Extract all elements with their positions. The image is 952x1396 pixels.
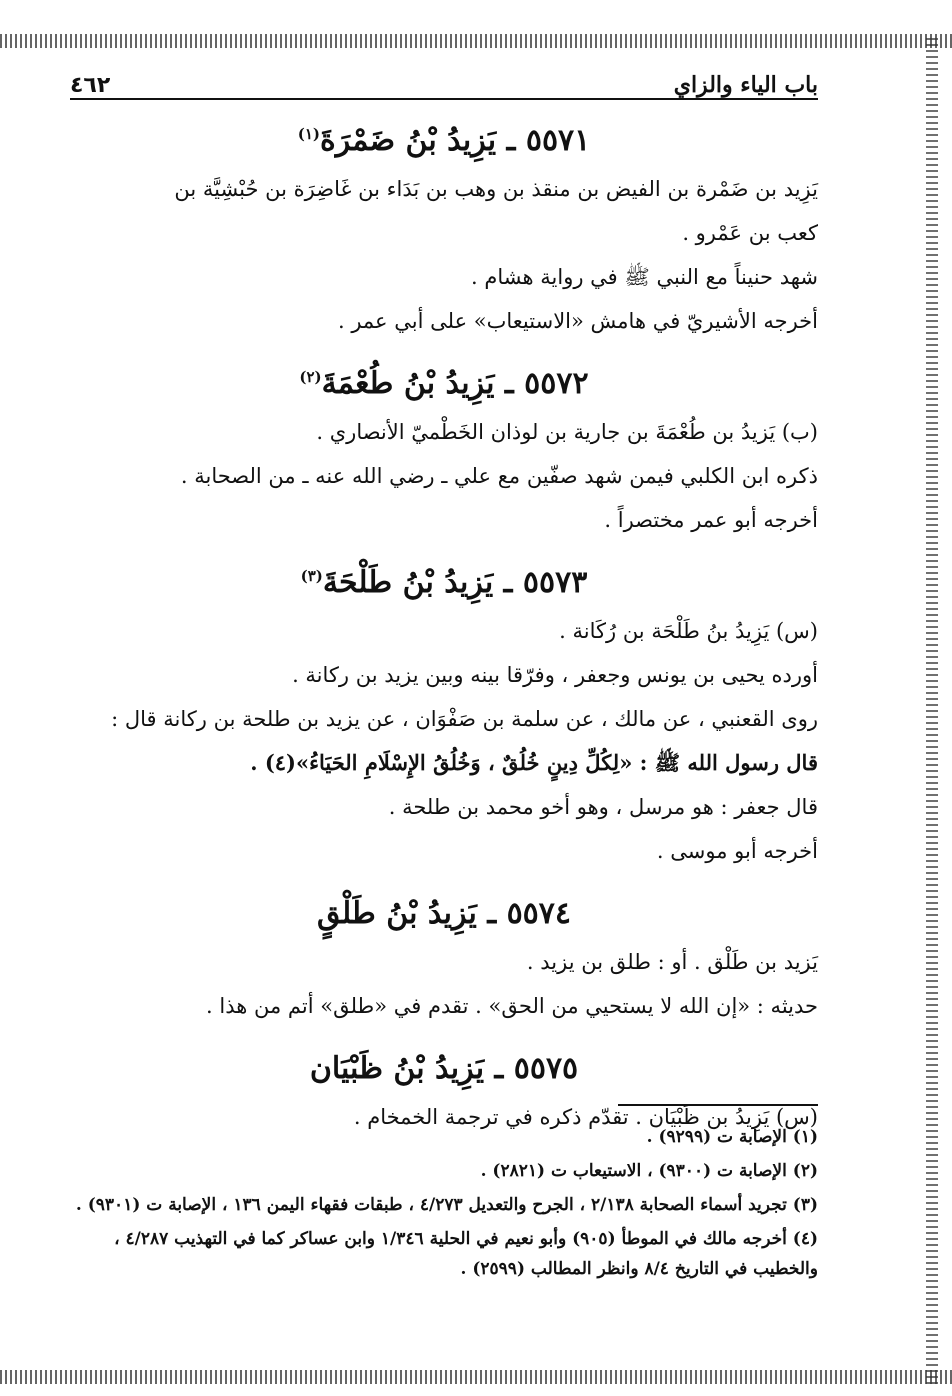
footnote: (١) الإصابة ت (٩٢٩٩) . [646,1127,818,1147]
decorative-border-bottom [0,1370,952,1384]
chapter-title: باب الياء والزاي [673,72,818,98]
entry [70,357,818,542]
entry-line: يَزِيد بن ضَمْرة بن الفيض بن منقذ بن وهب بن بَدَاء بن غَاضِرَة بن حُبْشِيَّة بن [174,177,818,201]
page-number: ٤٦٢ [70,73,111,98]
entry-line: أخرجه أبو عمر مختصراً . [604,508,818,532]
entry-line: (س) يَزِيدُ بنُ طَلْحَة بن رُكَانة . [559,619,818,643]
entry [70,887,818,1028]
entry-title: ٥٥٧٢ ـ يَزِيدُ بْنُ طُعْمَةَ$^{(٢)}$ [299,366,589,401]
footnote-ref: (١) [297,125,320,143]
page-body [70,58,818,1358]
footnote: (٤) أخرجه مالك في الموطأ (٩٠٥) وأبو نعيم في الحلية ١/٣٤٦ وابن عساكر كما في التهذيب ٤/٢٨٧ ، والخطيب في التاريخ ٨/٤ وانظر المطالب (٢٥٩٩) . [114,1229,818,1279]
entry-line: ذكره ابن الكلبي فيمن شهد صفّين مع علي ـ رضي الله عنه ـ من الصحابة . [180,464,818,488]
decorative-border-right [926,34,938,1384]
entry [70,114,818,343]
decorative-border-top [0,34,952,48]
entry-title: ٥٥٧٣ ـ يَزِيدُ بْنُ طَلْحَةَ$^{(٣)}$ [300,565,588,600]
entry-title: ٥٥٧٥ ـ يَزِيدُ بْنُ ظَبْيَان [309,1051,579,1086]
running-header [70,58,818,100]
footnote-ref: (٢) [299,368,322,386]
entry-line: أخرجه أبو موسى . [656,839,818,863]
hadith-line: قال رسول الله ﷺ : «لِكُلِّ دِينٍ خُلُقٌ ، وَخُلُقُ الإِسْلَامِ الحَيَاءُ»(٤) . [250,750,818,775]
entry-line: كعب بن عَمْرو . [682,221,818,245]
entry-line: أخرجه الأشيريّ في هامش «الاستيعاب» على أبي عمر . [337,309,818,333]
entry-line: (ب) يَزيدُ بن طُعْمَةَ بن جارية بن لوذان الخَطْميّ الأنصاري . [316,420,818,444]
footnote: (٢) الإصابة ت (٩٣٠٠) ، الاستيعاب ت (٢٨٢١) . [480,1161,818,1181]
entry-line: قال جعفر : هو مرسل ، وهو أخو محمد بن طلحة . [388,795,818,819]
footnote-separator [618,1104,818,1106]
entry-line: روى القعنبي ، عن مالك ، عن سلمة بن صَفْوَان ، عن يزيد بن طلحة بن ركانة قال : [111,707,818,731]
entry-line: أورده يحيى بن يونس وجعفر ، وفرّقا بينه وبين يزيد بن ركانة . [292,663,818,687]
entry-line: (س) يَزِيدُ بن ظَبْيَان . تقدّم ذكره في ترجمة الخمخام . [353,1105,818,1129]
footnote: (٣) تجريد أسماء الصحابة ٢/١٣٨ ، الجرح والتعديل ٤/٢٧٣ ، طبقات فقهاء اليمن ١٣٦ ، الإصابة ت (٩٣٠١) . [75,1195,818,1215]
entry [70,556,818,873]
entry-title: ٥٥٧٤ ـ يَزِيدُ بْنُ طَلْقٍ [316,896,572,931]
entry-line: يَزيد بن طَلْق . أو : طلق بن يزيد . [526,950,818,974]
footnote-ref: (٣) [300,567,323,585]
entry-line: شهد حنيناً مع النبي ﷺ في رواية هشام . [471,265,818,289]
entry-line: حديثه : «إن الله لا يستحيي من الحق» . تقدم في «طلق» أتم من هذا . [206,994,818,1018]
entry-title: ٥٥٧١ ـ يَزِيدُ بْنُ ضَمْرَةَ$^{(١)}$ [297,123,591,158]
footnotes [70,1122,818,1288]
